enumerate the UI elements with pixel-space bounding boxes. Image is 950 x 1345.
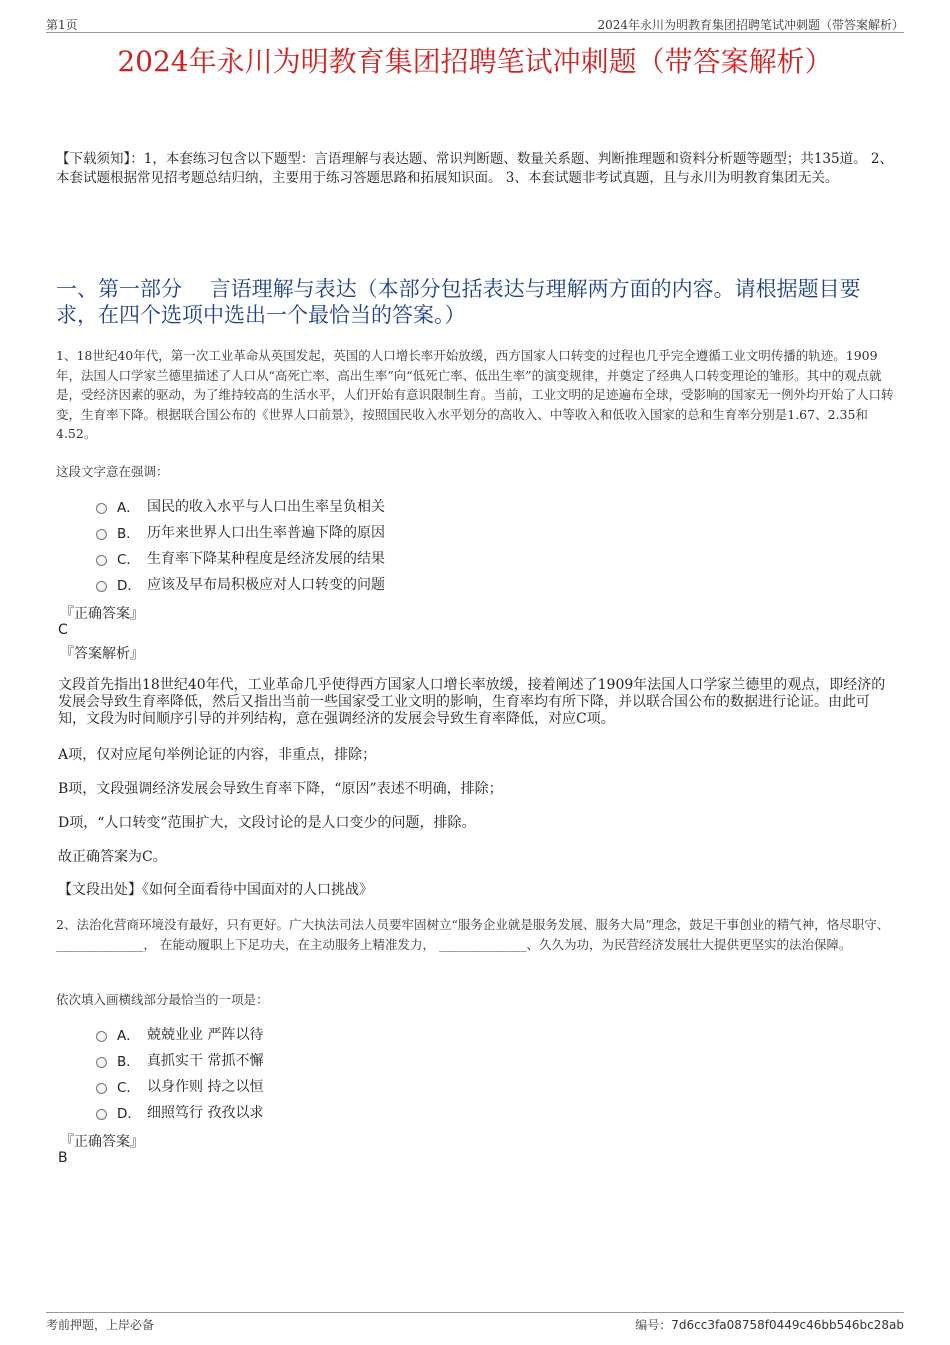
question-1-analysis-label: 『答案解析』: [60, 646, 144, 662]
question-1-option-b[interactable]: B． 历年来世界人口出生率普遍下降的原因: [96, 521, 385, 543]
footer-slogan: 考前押题，上岸必备: [46, 1318, 155, 1332]
footer-code: 编号：7d6cc3fa08758f0449c46bb546bc28ab: [635, 1318, 904, 1332]
document-title: 2024年永川为明教育集团招聘笔试冲刺题（带答案解析）: [117, 45, 833, 78]
download-notice: 【下载须知】：1，本套练习包含以下题型：言语理解与表达题、常识判断题、数量关系题、判断推理题和资料分析题等题型；共135道。 2、本套试题根据常见招考题总结归纳，主要用于练习答题思路和拓展知识面。 3、本套试题非考试真题，且与永川为明教育集团无关。: [56, 151, 893, 186]
question-1-analysis-conclusion: 故正确答案为C。: [58, 849, 167, 865]
radio-icon[interactable]: [96, 555, 107, 566]
question-2-option-a[interactable]: A． 兢兢业业 严阵以待: [96, 1023, 263, 1045]
radio-icon[interactable]: [96, 1109, 107, 1120]
page-footer: [46, 1312, 904, 1333]
question-2-option-b[interactable]: B． 真抓实干 常抓不懈: [96, 1049, 263, 1071]
section-heading: 一、第一部分 言语理解与表达（本部分包括表达与理解两方面的内容。请根据题目要求，在四个选项中选出一个最恰当的答案。）: [56, 277, 861, 327]
question-2-prompt: 依次填入画横线部分最恰当的一项是：: [56, 992, 269, 1007]
question-1-answer: C: [58, 622, 68, 638]
page-header: [46, 14, 904, 33]
question-2-option-c[interactable]: C． 以身作则 持之以恒: [96, 1075, 263, 1097]
question-1-prompt: 这段文字意在强调：: [56, 464, 169, 479]
radio-icon[interactable]: [96, 1031, 107, 1042]
question-1-analysis-main: 文段首先指出18世纪40年代，工业革命几乎使得西方国家人口增长率放缓，接着阐述了1909年法国人口学家兰德里的观点，即经济的发展会导致生育率降低，然后又指出当前一些国家受工业文明的影响，生育率均有所下降，并以联合国公布的数据进行论证。由此可知，文段为时间顺序引导的并列结构，意在强调经济的发展会导致生育率降低，对应C项。: [58, 677, 886, 727]
question-1-text: 1、18世纪40年代，第一次工业革命从英国发起，英国的人口增长率开始放缓，西方国家人口转变的过程也几乎完全遵循工业文明传播的轨迹。1909年，法国人口学家兰德里描述了人口从“高死亡率、高出生率”向“低死亡率、低出生率”的演变规律，并奠定了经典人口转变理论的雏形。其中的观点就是，受经济因素的驱动，为了维持较高的生活水平，人们开始有意识限制生育。当前，工业文明的足迹遍布全球，受影响的国家无一例外均开始了人口转变，生育率下降。根据联合国公布的《世界人口前景》，按照国民收入水平划分的高收入、中等收入和低收入国家的总和生育率分别是1.67、2.35和4.52。: [56, 348, 894, 441]
radio-icon[interactable]: [96, 581, 107, 592]
question-1-option-a[interactable]: A． 国民的收入水平与人口出生率呈负相关: [96, 495, 385, 517]
page-number: 第1页: [46, 18, 78, 32]
question-1-analysis-b: B项，文段强调经济发展会导致生育率下降，“原因”表述不明确，排除；: [58, 781, 503, 797]
question-1-analysis-a: A项，仅对应尾句举例论证的内容，非重点，排除；: [58, 747, 377, 763]
question-1-option-c[interactable]: C． 生育率下降某种程度是经济发展的结果: [96, 547, 385, 569]
question-2-text: 2、法治化营商环境没有最好，只有更好。广大执法司法人员要牢固树立“服务企业就是服务发展、服务大局”理念，鼓足干事创业的精气神，恪尽职守、 ______________， 在能动履职上下足功夫，在主动服务上精准发力， ______________、久久为功，为民营经济发展壮大提供更坚实的法治保障。: [56, 917, 890, 952]
radio-icon[interactable]: [96, 1057, 107, 1068]
radio-icon[interactable]: [96, 529, 107, 540]
header-doc-title: 2024年永川为明教育集团招聘笔试冲刺题（带答案解析）: [597, 18, 904, 32]
question-1-option-d[interactable]: D． 应该及早布局积极应对人口转变的问题: [96, 573, 385, 595]
question-1-analysis-d: D项，“人口转变”范围扩大，文段讨论的是人口变少的问题，排除。: [58, 815, 476, 831]
question-2-option-d[interactable]: D． 细照笃行 孜孜以求: [96, 1101, 263, 1123]
radio-icon[interactable]: [96, 1083, 107, 1094]
question-2-answer-label: 『正确答案』: [60, 1134, 144, 1150]
radio-icon[interactable]: [96, 503, 107, 514]
question-2-answer: B: [58, 1150, 68, 1166]
question-1-answer-label: 『正确答案』: [60, 606, 144, 622]
question-1-source: 【文段出处】《如何全面看待中国面对的人口挑战》: [58, 882, 373, 898]
